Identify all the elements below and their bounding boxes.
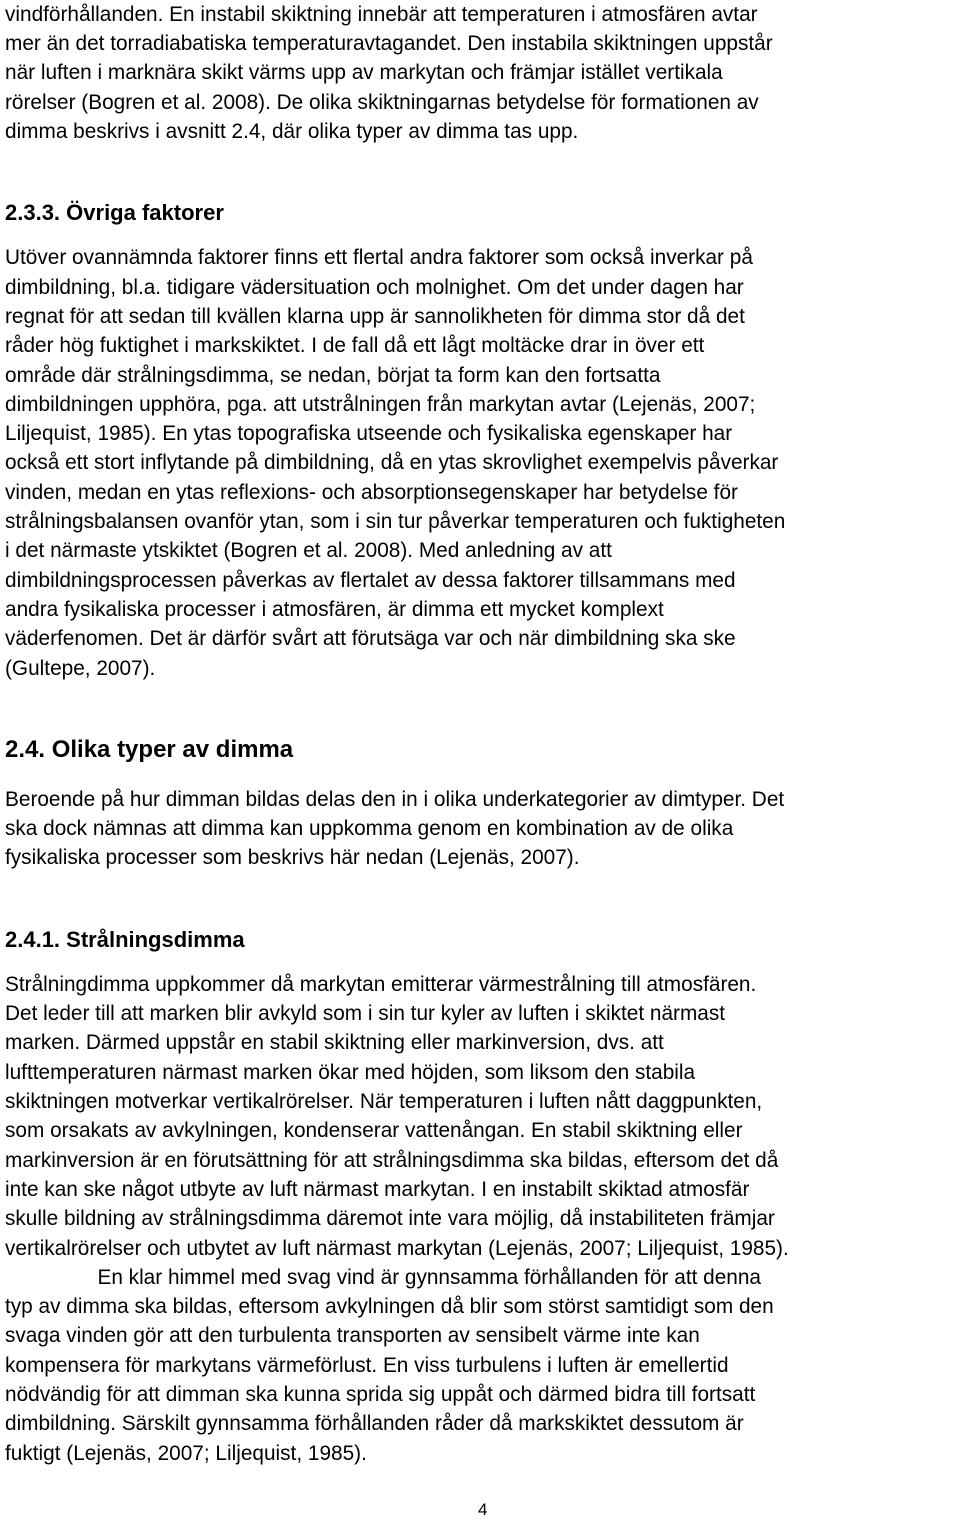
text-line: fuktigt (Lejenäs, 2007; Liljequist, 1985).: [5, 1442, 367, 1465]
text-line: andra fysikaliska processer i atmosfären, är dimma ett mycket komplext: [5, 598, 664, 621]
text-line: rörelser (Bogren et al. 2008). De olika skiktningarnas betydelse för formationen av: [5, 91, 759, 114]
text-line: väderfenomen. Det är därför svårt att förutsäga var och när dimbildning ska ske: [5, 627, 736, 650]
text-line: dimbildning. Särskilt gynnsamma förhållanden råder då markskiktet dessutom är: [5, 1412, 744, 1435]
text-line: som orsakats av avkylningen, kondenserar vattenångan. En stabil skiktning eller: [5, 1119, 743, 1142]
text-line: Det leder till att marken blir avkyld som i sin tur kyler av luften i skiktet närmast: [5, 1002, 726, 1025]
section-heading-2-3-3: 2.3.3. Övriga faktorer: [5, 200, 224, 225]
text-line: markinversion är en förutsättning för att strålningsdimma ska bildas, eftersom det då: [5, 1149, 779, 1172]
text-line: nödvändig för att dimman ska kunna sprida sig uppåt och därmed bidra till fortsatt: [5, 1383, 756, 1406]
text-line: mer än det torradiabatiska temperaturavtagandet. Den instabila skiktningen uppstår: [5, 32, 773, 55]
text-line: marken. Därmed uppstår en stabil skiktning eller markinversion, dvs. att: [5, 1031, 664, 1054]
text-line: dimbildningsprocessen påverkas av flertalet av dessa faktorer tillsammans med: [5, 569, 736, 592]
text-line: dimbildningen upphöra, pga. att utstrålningen från markytan avtar (Lejenäs, 2007;: [5, 393, 756, 416]
text-line: strålningsbalansen ovanför ytan, som i sin tur påverkar temperaturen och fuktigheten: [5, 510, 786, 533]
text-line: dimma beskrivs i avsnitt 2.4, där olika typer av dimma tas upp.: [5, 120, 579, 143]
text-line: Utöver ovannämnda faktorer finns ett flertal andra faktorer som också inverkar på: [5, 246, 753, 269]
text-line: råder hög fuktighet i markskiktet. I de fall då ett lågt moltäcke drar in över ett: [5, 334, 705, 357]
text-line: inte kan ske något utbyte av luft närmast markytan. I en instabilt skiktad atmosfär: [5, 1178, 750, 1201]
text-line: kompensera för markytans värmeförlust. En viss turbulens i luften är emellertid: [5, 1354, 729, 1377]
text-line: vinden, medan en ytas reflexions- och absorptionsegenskaper har betydelse för: [5, 481, 738, 504]
text-line: En klar himmel med svag vind är gynnsamma förhållanden för att denna: [5, 1266, 761, 1289]
text-line: svaga vinden gör att den turbulenta transporten av sensibelt värme inte kan: [5, 1324, 700, 1347]
text-line: (Gultepe, 2007).: [5, 657, 156, 680]
text-line: Liljequist, 1985). En ytas topografiska utseende och fysikaliska egenskaper har: [5, 422, 733, 445]
text-line: Strålningdimma uppkommer då markytan emitterar värmestrålning till atmosfären.: [5, 973, 757, 996]
section-heading-2-4: 2.4. Olika typer av dimma: [5, 736, 294, 763]
text-line: regnat för att sedan till kvällen klarna upp är sannolikheten för dimma stor då det: [5, 305, 745, 328]
text-line: fysikaliska processer som beskrivs här nedan (Lejenäs, 2007).: [5, 846, 580, 869]
text-line: i det närmaste ytskiktet (Bogren et al. 2008). Med anledning av att: [5, 539, 612, 562]
page-number: 4: [478, 1500, 488, 1519]
text-line: vindförhållanden. En instabil skiktning innebär att temperaturen i atmosfären avtar: [5, 3, 758, 26]
text-line: lufttemperaturen närmast marken ökar med höjden, som liksom den stabila: [5, 1061, 696, 1084]
text-line: skulle bildning av strålningsdimma däremot inte vara möjlig, då instabiliteten främjar: [5, 1207, 775, 1230]
text-line: när luften i marknära skikt värms upp av markytan och främjar istället vertikala: [5, 61, 723, 84]
text-line: vertikalrörelser och utbytet av luft närmast markytan (Lejenäs, 2007; Liljequist, 1985).: [5, 1237, 789, 1260]
text-line: område där strålningsdimma, se nedan, börjat ta form kan den fortsatta: [5, 364, 661, 387]
text-line: skiktningen motverkar vertikalrörelser. När temperaturen i luften nått daggpunkten,: [5, 1090, 763, 1113]
text-line: typ av dimma ska bildas, eftersom avkylningen då blir som störst samtidigt som den: [5, 1295, 774, 1318]
section-heading-2-4-1: 2.4.1. Strålningsdimma: [5, 927, 245, 952]
text-line: ska dock nämnas att dimma kan uppkomma genom en kombination av de olika: [5, 817, 734, 840]
text-line: dimbildning, bl.a. tidigare vädersituation och molnighet. Om det under dagen har: [5, 276, 744, 299]
text-line: Beroende på hur dimman bildas delas den in i olika underkategorier av dimtyper. Det: [5, 788, 785, 811]
text-line: också ett stort inflytande på dimbildning, då en ytas skrovlighet exempelvis påverkar: [5, 451, 779, 474]
